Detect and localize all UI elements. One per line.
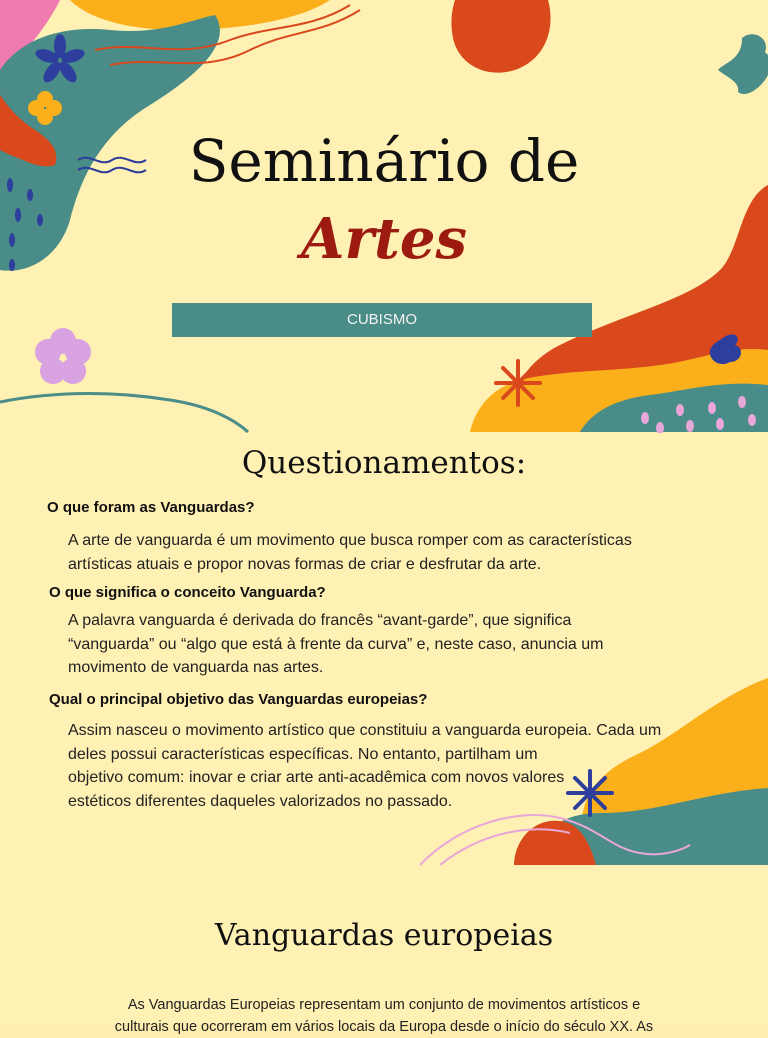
answer-line: movimento de vanguarda nas artes. bbox=[68, 659, 324, 676]
question-2: O que significa o conceito Vanguarda? bbox=[49, 584, 326, 601]
answer-line: estéticos diferentes daqueles valorizados no passado. bbox=[68, 792, 453, 810]
answer-2 bbox=[68, 609, 603, 680]
subject-banner: CUBISMO bbox=[172, 303, 592, 337]
answer-line: A palavra vanguarda é derivada do francês “avant-garde”, que significa bbox=[68, 612, 572, 629]
answer-line: “vanguarda” ou “algo que está à frente da curva” e, neste caso, anuncia um bbox=[68, 635, 604, 653]
vanguardas-heading: Vanguardas europeias bbox=[214, 918, 554, 953]
questions-slide bbox=[0, 433, 768, 865]
paragraph-line: As Vanguardas Europeias representam um conjunto de movimentos artísticos e bbox=[127, 997, 641, 1013]
question-3: Qual o principal objetivo das Vanguardas europeias? bbox=[49, 691, 428, 708]
answer-line: objetivo comum: inovar e criar arte anti-acadêmica com novos valores bbox=[68, 769, 565, 786]
answer-3 bbox=[68, 719, 661, 813]
answer-line: A arte de vanguarda é um movimento que busca romper com as características bbox=[68, 532, 632, 549]
paragraph-line: culturais que ocorreram em vários locais da Europa desde o início do século XX. As bbox=[114, 1019, 654, 1035]
answer-line: deles possui características específicas. No entanto, partilham um bbox=[68, 745, 538, 763]
answer-1 bbox=[68, 529, 632, 576]
answer-line: Assim nasceu o movimento artístico que constituiu a vanguarda europeia. Cada um bbox=[68, 722, 662, 739]
answer-line: artísticas atuais e propor novas formas de criar e desfrutar da arte. bbox=[68, 555, 542, 573]
vanguardas-paragraph bbox=[0, 994, 768, 1038]
vanguardas-slide bbox=[0, 866, 768, 1035]
cover-slide bbox=[0, 0, 768, 432]
title-line-1: Seminário de bbox=[188, 127, 580, 195]
question-1: O que foram as Vanguardas? bbox=[47, 499, 255, 516]
title-line-2: Artes bbox=[301, 206, 467, 272]
questions-heading: Questionamentos: bbox=[241, 445, 527, 481]
